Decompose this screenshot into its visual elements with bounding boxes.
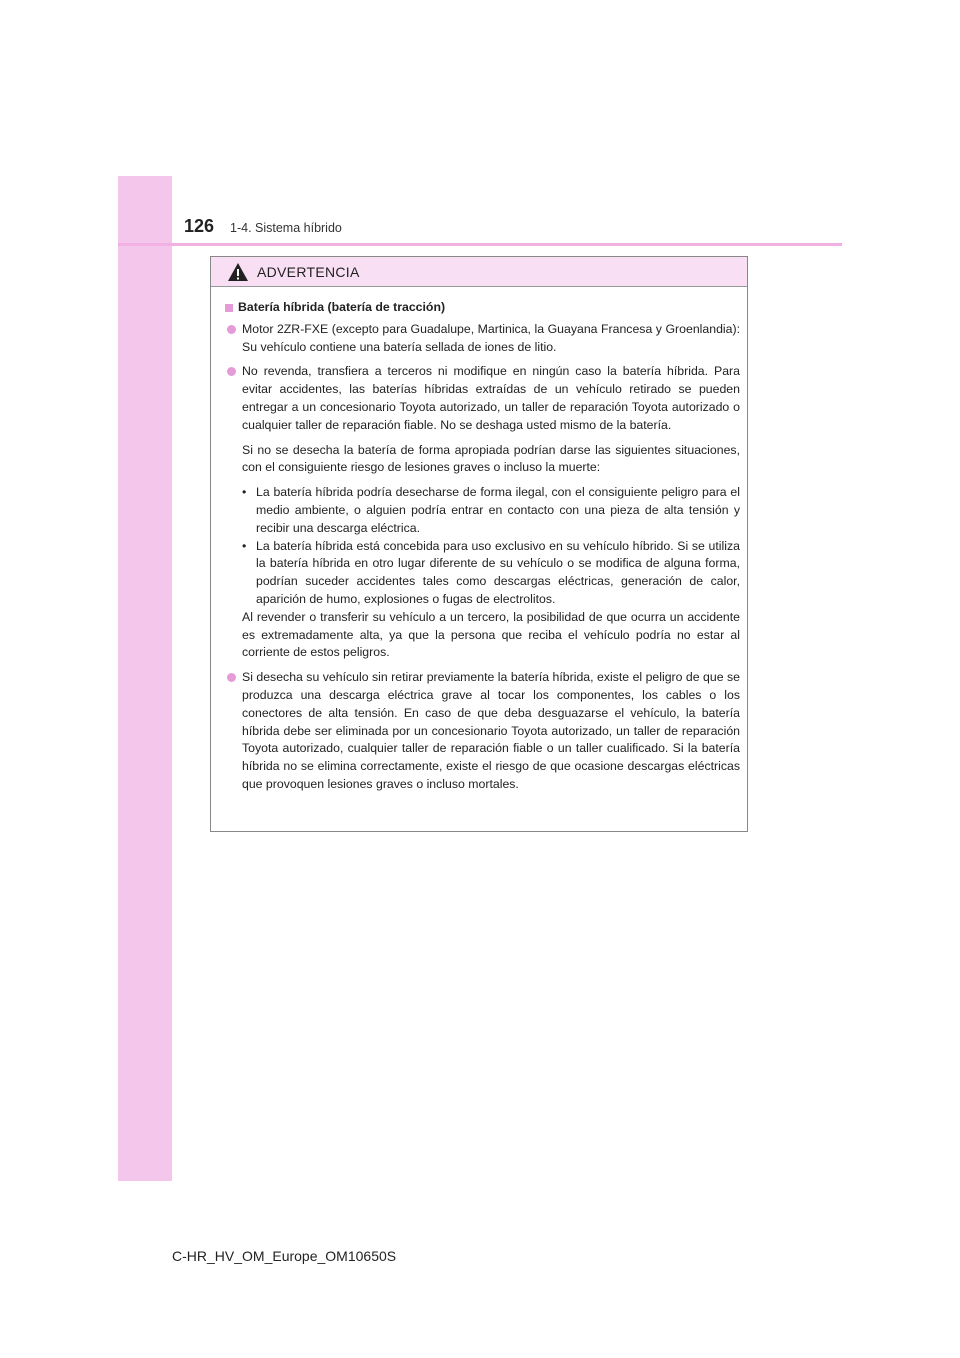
- square-bullet-icon: [225, 304, 233, 312]
- warning-topic: [225, 299, 740, 317]
- warning-topic-text: Batería híbrida (batería de tracción): [238, 300, 446, 314]
- section-title: 1-4. Sistema híbrido: [230, 221, 342, 235]
- dot-bullet-icon: [227, 367, 236, 376]
- warning-triangle-icon: [227, 262, 249, 282]
- document-code: C-HR_HV_OM_Europe_OM10650S: [172, 1248, 397, 1264]
- warning-bullet-text: No revenda, transfiera a terceros ni modifique en ningún caso la batería híbrida. Para evitar accidentes, las baterías híbridas extraídas de un vehículo retirado se pueden entregar a un concesionario Toyota autorizado, un taller de reparación Toyota autorizado o cualquier taller de reparación fiable. No se deshaga usted mismo de la batería.: [242, 364, 740, 432]
- warning-sub-bullet-text: La batería híbrida podría desecharse de forma ilegal, con el consiguiente peligro para el medio ambiente, o alguien podría entrar en contacto con una pieza de alta tensión y recibir una descarga eléctrica.: [256, 485, 740, 535]
- page-number: 126: [184, 216, 215, 236]
- warning-bullet-text: Motor 2ZR-FXE (excepto para Guadalupe, Martinica, la Guayana Francesa y Groenlandia): Su vehículo contiene una batería sellada de iones de litio.: [242, 321, 740, 354]
- warning-paragraph-resale: Al revender o transferir su vehículo a un tercero, la posibilidad de que ocurra un accidente es extremadamente alta, ya que la persona que reciba el vehículo podría no estar al corriente de estos peligros.: [242, 609, 740, 660]
- warning-bullet-text: Si desecha su vehículo sin retirar previamente la batería híbrida, existe el peligro de que se produzca una descarga eléctrica grave al tocar los componentes, los cables o los conectores de alta tensión. En caso de que deba desguazarse el vehículo, la batería híbrida debe ser eliminada por un concesionario Toyota autorizado, un taller de reparación Toyota autorizado, cualquier taller de reparación fiable o un taller cualificado. Si la batería híbrida no se elimina correctamente, existe el riesgo de que ocasione descargas eléctricas que provoquen lesiones graves o incluso mortales.: [242, 670, 740, 791]
- warning-box: [210, 256, 748, 832]
- warning-sub-bullet-text: La batería híbrida está concebida para uso exclusivo en su vehículo híbrido. Si se utiliza la batería híbrida en otro lugar diferente de su vehículo o se modifica de alguna forma, podrían suceder accidentes tales como descargas eléctricas, generación de calor, aparición de humo, explosiones o fugas de electrolitos.: [256, 538, 740, 606]
- warning-bullet: [225, 363, 740, 434]
- warning-body: [211, 287, 747, 794]
- page-header: [0, 0, 960, 250]
- warning-bullet: [225, 321, 740, 357]
- dot-bullet-icon: [227, 673, 236, 682]
- header-divider: [118, 243, 842, 246]
- warning-sub-bullet: [225, 484, 740, 537]
- warning-header: [211, 257, 747, 287]
- warning-title: ADVERTENCIA: [257, 263, 360, 280]
- dot-bullet-icon: [227, 325, 236, 334]
- warning-paragraph-situations: Si no se desecha la batería de forma apropiada podrían darse las siguientes situaciones, con el consiguiente riesgo de lesiones graves o incluso la muerte:: [242, 442, 740, 475]
- sub-bullet-marker: •: [242, 538, 247, 553]
- side-color-band: [118, 176, 172, 1181]
- warning-sub-bullet: [225, 538, 740, 609]
- sub-bullet-marker: •: [242, 485, 247, 500]
- warning-bullet: [225, 669, 740, 794]
